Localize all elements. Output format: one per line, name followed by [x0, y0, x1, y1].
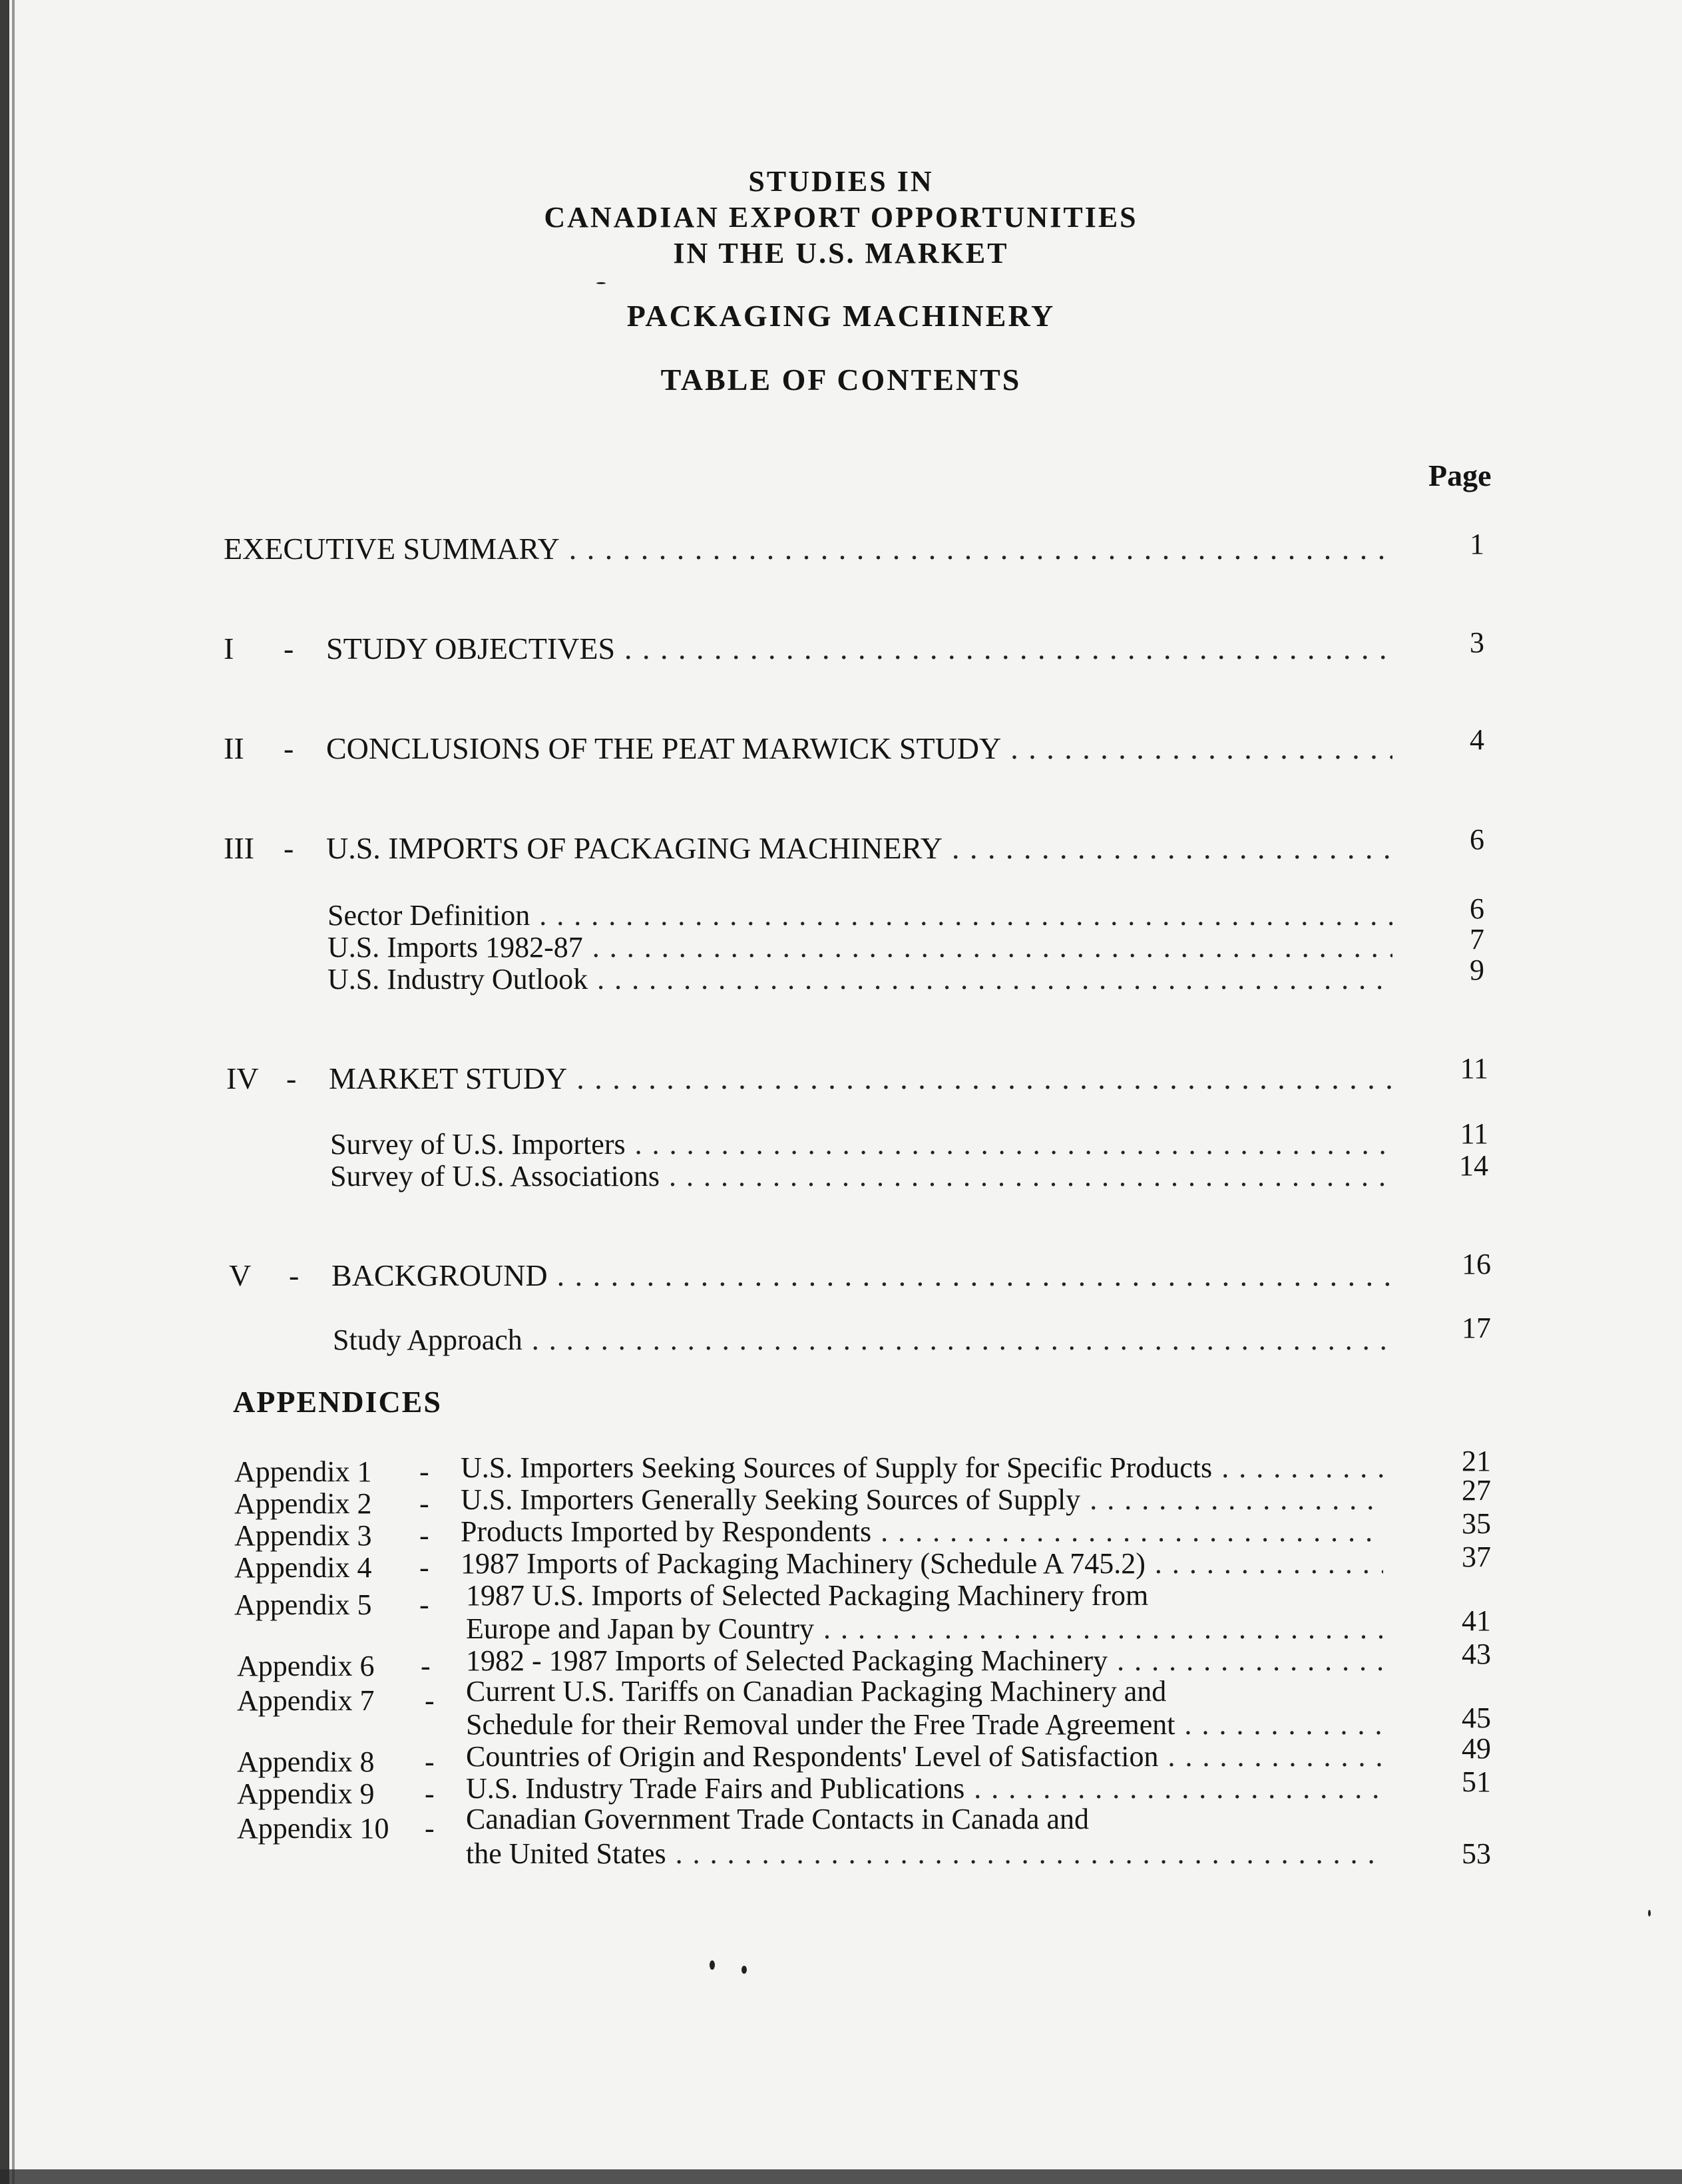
toc-subentry: [327, 962, 1402, 996]
toc-entry-title: Sector Definition: [327, 899, 530, 932]
toc-entry-title: CONCLUSIONS OF THE PEAT MARWICK STUDY: [326, 731, 1002, 765]
appendix-page: 37: [1462, 1541, 1491, 1573]
title-line-3: IN THE U.S. MARKET: [673, 237, 1009, 270]
toc-entry-title: Study Approach: [333, 1324, 523, 1356]
appendix-title-line: Current U.S. Tariffs on Canadian Packaging Machinery and: [466, 1675, 1167, 1708]
leader-dots: [676, 1837, 1383, 1871]
toc-entry-executive-summary: [224, 531, 1402, 566]
appendix-dash: -: [425, 1777, 435, 1810]
leader-dots: [1090, 1483, 1383, 1517]
appendix-dash: -: [421, 1650, 431, 1682]
appendix-entry: [466, 1612, 1392, 1646]
appendix-label: Appendix 1: [234, 1455, 372, 1488]
section-dash: -: [284, 632, 294, 665]
appendix-label: Appendix 5: [234, 1588, 372, 1621]
appendix-label: Appendix 4: [234, 1551, 372, 1584]
toc-entry-title: Survey of U.S. Importers: [330, 1128, 626, 1161]
leader-dots: [881, 1515, 1383, 1548]
leader-dots: [592, 930, 1392, 964]
section-numeral: V: [229, 1258, 252, 1292]
appendix-title: Products Imported by Respondents: [461, 1515, 872, 1548]
appendix-page: 53: [1462, 1837, 1491, 1870]
appendix-label: Appendix 6: [237, 1650, 375, 1682]
appendix-label: Appendix 2: [234, 1487, 372, 1520]
section-dash: -: [289, 1258, 300, 1292]
appendix-dash: -: [425, 1812, 435, 1845]
leader-dots: [635, 1127, 1395, 1161]
toc-subentry: [327, 930, 1402, 964]
leader-dots: [1221, 1451, 1383, 1485]
toc-entry-page: 11: [1460, 1117, 1488, 1150]
appendix-title: U.S. Importers Generally Seeking Sources of Supply: [461, 1483, 1081, 1516]
leader-dots: [952, 830, 1392, 866]
toc-entry-page: 16: [1462, 1248, 1491, 1280]
toc-title: TABLE OF CONTENTS: [660, 363, 1022, 397]
appendix-entry: [461, 1483, 1392, 1517]
leader-dots: [823, 1612, 1383, 1646]
leader-dots: [569, 531, 1392, 566]
appendix-dash: -: [419, 1455, 429, 1488]
appendix-dash: -: [419, 1519, 429, 1552]
section-numeral: III: [224, 831, 254, 865]
leader-dots: [624, 631, 1392, 666]
scan-edge-bottom: [0, 2169, 1682, 2184]
appendix-title-line: 1987 U.S. Imports of Selected Packaging Machinery from: [466, 1579, 1149, 1612]
leader-dots: [576, 1061, 1395, 1096]
toc-entry-page: 9: [1470, 954, 1484, 986]
toc-entry-title: U.S. Imports 1982-87: [327, 931, 583, 964]
appendix-label: Appendix 9: [237, 1777, 375, 1810]
leader-dots: [669, 1159, 1395, 1193]
toc-subentry: [333, 1323, 1407, 1357]
scan-speck: [596, 282, 606, 284]
section-dash: -: [284, 831, 294, 865]
section-numeral: I: [224, 632, 234, 665]
toc-entry-title: STUDY OBJECTIVES: [326, 632, 616, 665]
appendix-page: 41: [1462, 1604, 1491, 1637]
appendix-label: Appendix 10: [237, 1812, 389, 1845]
appendix-page: 21: [1462, 1445, 1491, 1477]
toc-subentry: [330, 1159, 1404, 1193]
toc-entry-section-2: [224, 731, 1402, 766]
appendix-page: 51: [1462, 1765, 1491, 1798]
page-column-header: Page: [1428, 458, 1492, 492]
toc-entry-title: MARKET STUDY: [329, 1061, 568, 1095]
toc-entry-page: 4: [1470, 723, 1484, 756]
scan-speck: [1648, 1910, 1651, 1916]
appendix-dash: -: [425, 1684, 435, 1717]
appendix-dash: -: [419, 1588, 429, 1621]
toc-entry-title: EXECUTIVE SUMMARY: [224, 532, 560, 566]
appendix-dash: -: [419, 1487, 429, 1520]
appendix-title: U.S. Importers Seeking Sources of Supply for Specific Products: [461, 1451, 1213, 1484]
toc-entry-page: 11: [1460, 1052, 1488, 1085]
leader-dots: [1168, 1739, 1383, 1773]
document-subtitle: PACKAGING MACHINERY: [626, 299, 1056, 333]
toc-subentry: [330, 1127, 1404, 1161]
appendix-title: 1987 Imports of Packaging Machinery (Schedule A 745.2): [461, 1547, 1146, 1580]
appendix-title-line: Canadian Government Trade Contacts in Canada and: [466, 1803, 1090, 1835]
leader-dots: [974, 1771, 1383, 1805]
appendix-entry: [466, 1708, 1392, 1741]
toc-entry-title: Survey of U.S. Associations: [330, 1160, 660, 1192]
toc-entry-title: U.S. Industry Outlook: [327, 963, 588, 996]
leader-dots: [1117, 1644, 1383, 1678]
section-numeral: II: [224, 731, 244, 765]
appendix-title: the United States: [466, 1837, 666, 1870]
appendix-label: Appendix 3: [234, 1519, 372, 1552]
toc-entry-page: 7: [1470, 923, 1484, 956]
section-dash: -: [284, 731, 294, 765]
section-numeral: IV: [226, 1061, 259, 1095]
toc-entry-page: 14: [1459, 1149, 1488, 1182]
appendix-page: 27: [1462, 1474, 1491, 1507]
toc-entry-section-4: [226, 1061, 1404, 1096]
appendix-entry: [461, 1547, 1392, 1580]
toc-entry-page: 6: [1470, 892, 1484, 925]
leader-dots: [532, 1323, 1398, 1357]
appendix-title: U.S. Industry Trade Fairs and Publications: [466, 1772, 965, 1805]
title-line-1: STUDIES IN: [748, 165, 934, 198]
title-line-2: CANADIAN EXPORT OPPORTUNITIES: [544, 201, 1138, 234]
scan-speck: [710, 1960, 715, 1970]
appendix-entry: [461, 1515, 1392, 1548]
appendix-page: 49: [1462, 1732, 1491, 1765]
scan-speck: [741, 1966, 747, 1974]
appendix-title: Europe and Japan by Country: [466, 1612, 814, 1645]
toc-entry-title: U.S. IMPORTS OF PACKAGING MACHINERY: [326, 831, 943, 865]
appendix-entry: [466, 1739, 1392, 1773]
toc-entry-section-3: [224, 830, 1402, 866]
appendix-label: Appendix 7: [237, 1684, 375, 1717]
appendices-heading: APPENDICES: [233, 1385, 442, 1419]
toc-entry-page: 17: [1462, 1312, 1491, 1344]
toc-entry-page: 6: [1470, 823, 1484, 856]
appendix-page: 45: [1462, 1702, 1491, 1734]
leader-dots: [1010, 731, 1392, 766]
toc-entry-title: BACKGROUND: [331, 1258, 548, 1292]
appendix-entry: [461, 1451, 1392, 1485]
leader-dots: [539, 898, 1392, 932]
leader-dots: [1155, 1547, 1383, 1580]
appendix-title: 1982 - 1987 Imports of Selected Packaging Machinery: [466, 1644, 1108, 1677]
toc-entry-page: 1: [1470, 528, 1484, 560]
appendix-dash: -: [419, 1551, 429, 1584]
appendix-title: Countries of Origin and Respondents' Level of Satisfaction: [466, 1740, 1159, 1773]
toc-subentry: [327, 898, 1402, 932]
appendix-title: Schedule for their Removal under the Free Trade Agreement: [466, 1708, 1175, 1741]
toc-entry-page: 3: [1470, 626, 1484, 659]
appendix-dash: -: [425, 1745, 435, 1778]
leader-dots: [557, 1258, 1398, 1293]
toc-entry-section-5: [229, 1258, 1407, 1293]
section-dash: -: [286, 1061, 297, 1095]
appendix-page: 35: [1462, 1507, 1491, 1540]
toc-entry-section-1: [224, 631, 1402, 666]
appendix-entry: [466, 1644, 1392, 1678]
appendix-entry: [466, 1837, 1392, 1871]
document-title: [0, 164, 1682, 272]
appendix-label: Appendix 8: [237, 1745, 375, 1778]
leader-dots: [597, 962, 1392, 996]
appendix-page: 43: [1462, 1638, 1491, 1670]
appendix-entry: [466, 1771, 1392, 1805]
leader-dots: [1184, 1708, 1383, 1741]
